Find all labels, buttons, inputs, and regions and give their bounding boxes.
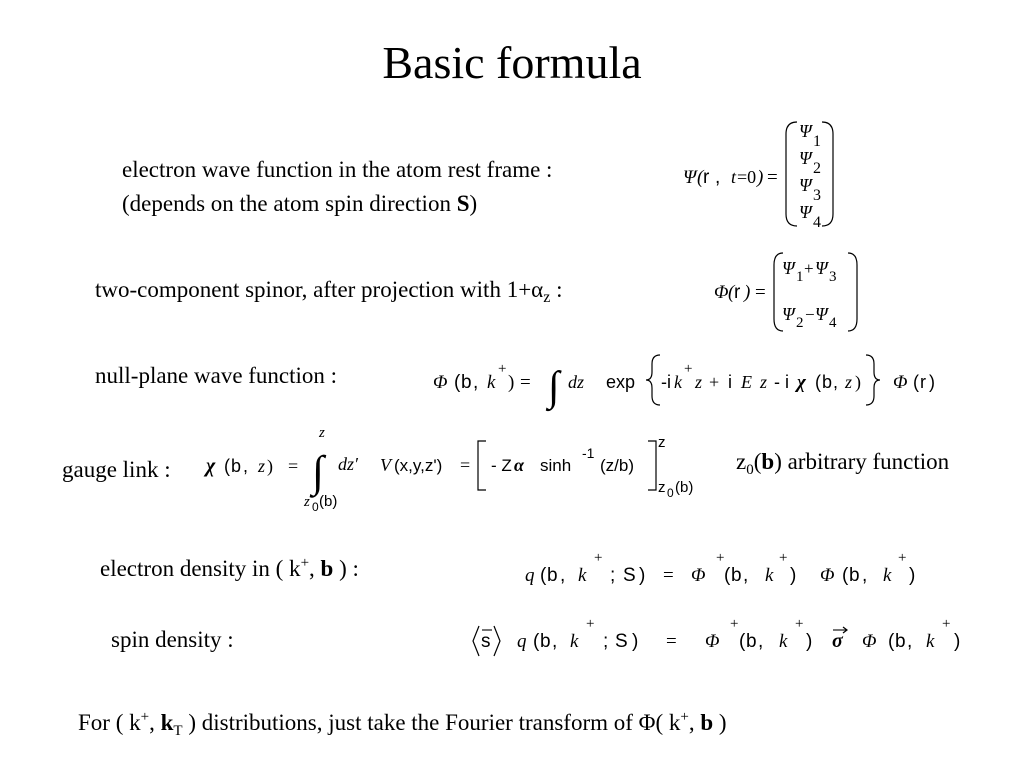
svg-text:(: ( bbox=[540, 565, 547, 586]
svg-text:,: , bbox=[552, 631, 558, 652]
svg-text:(b): (b) bbox=[675, 479, 694, 496]
wavefunction-line1: electron wave function in the atom rest frame : bbox=[122, 157, 553, 182]
svg-text:Ψ: Ψ bbox=[799, 175, 812, 195]
svg-text:−: − bbox=[805, 305, 815, 324]
svg-text:): ) bbox=[929, 372, 935, 392]
svg-text:i: i bbox=[728, 372, 732, 392]
svg-text:,: , bbox=[862, 565, 868, 586]
svg-text:0: 0 bbox=[667, 486, 674, 500]
svg-text:sinh: sinh bbox=[540, 456, 572, 475]
svg-text:Φ: Φ bbox=[893, 372, 908, 393]
svg-text:- Z: - Z bbox=[491, 456, 512, 475]
angle-bracket-right bbox=[494, 626, 500, 656]
svg-text:(: ( bbox=[842, 565, 849, 586]
svg-text:b: b bbox=[547, 565, 558, 586]
svg-text:=: = bbox=[666, 631, 677, 652]
svg-text:(: ( bbox=[224, 456, 230, 476]
svg-text:S: S bbox=[615, 631, 628, 652]
electron-density-description: electron density in ( k+, b ) : bbox=[100, 555, 359, 581]
svg-text:z: z bbox=[658, 479, 666, 496]
column-vector-bracket-right bbox=[822, 122, 833, 226]
svg-text:z: z bbox=[304, 494, 310, 510]
svg-text:α: α bbox=[514, 455, 524, 475]
wavefunction-line2: (depends on the atom spin direction S) bbox=[122, 191, 478, 216]
svg-text:(x,y,z'): (x,y,z') bbox=[394, 456, 443, 475]
svg-text:=: = bbox=[755, 282, 766, 303]
column-vector-bracket-left bbox=[786, 122, 797, 226]
svg-text:k: k bbox=[674, 372, 682, 392]
svg-text:=: = bbox=[288, 456, 299, 476]
svg-text:(: ( bbox=[913, 372, 919, 392]
svg-text:q: q bbox=[517, 631, 527, 652]
svg-text:+: + bbox=[586, 616, 595, 632]
nullplane-description: null-plane wave function : bbox=[95, 363, 338, 388]
svg-text:b: b bbox=[540, 631, 551, 652]
svg-text:z: z bbox=[658, 434, 666, 451]
svg-text:(z/b): (z/b) bbox=[600, 456, 634, 475]
svg-text:;: ; bbox=[610, 565, 616, 586]
svg-text:1: 1 bbox=[796, 269, 804, 285]
svg-text:(: ( bbox=[739, 631, 746, 652]
svg-text:): ) bbox=[757, 167, 764, 188]
svg-text:3: 3 bbox=[829, 269, 837, 285]
svg-text:,: , bbox=[743, 565, 749, 586]
svg-text:b: b bbox=[231, 456, 242, 476]
svg-text:z: z bbox=[319, 425, 325, 441]
svg-text:Ψ: Ψ bbox=[799, 121, 812, 141]
svg-text:): ) bbox=[855, 372, 861, 392]
svg-text:Φ: Φ bbox=[862, 631, 877, 652]
svg-text:dz: dz bbox=[568, 372, 585, 392]
nullplane-formula bbox=[433, 355, 935, 412]
svg-text:): ) bbox=[632, 631, 639, 652]
svg-text:(: ( bbox=[724, 565, 731, 586]
svg-text:χ: χ bbox=[797, 372, 806, 393]
wavefunction-formula bbox=[683, 121, 833, 231]
svg-text:Ψ: Ψ bbox=[815, 304, 828, 324]
svg-text:+: + bbox=[716, 550, 725, 566]
svg-text:(: ( bbox=[697, 167, 704, 188]
svg-text:+: + bbox=[594, 550, 603, 566]
svg-text:b: b bbox=[731, 565, 742, 586]
svg-text:exp: exp bbox=[606, 372, 636, 392]
svg-text:=: = bbox=[663, 565, 674, 586]
svg-text:1: 1 bbox=[813, 133, 821, 150]
svg-text:+: + bbox=[779, 550, 788, 566]
wavefunction-description bbox=[122, 157, 552, 216]
svg-text:z: z bbox=[760, 372, 768, 392]
spinor-description: two-component spinor, after projection with $1+\alpha_z$ : bbox=[95, 277, 563, 306]
svg-text:,: , bbox=[907, 631, 913, 652]
svg-text:Φ: Φ bbox=[820, 565, 835, 586]
svg-text:Ψ: Ψ bbox=[799, 202, 812, 222]
svg-text:t: t bbox=[731, 167, 737, 187]
svg-text:k: k bbox=[779, 631, 788, 652]
svg-text:): ) bbox=[508, 372, 515, 393]
svg-text:k: k bbox=[570, 631, 579, 652]
svg-text:k: k bbox=[765, 565, 774, 586]
svg-text:=: = bbox=[767, 167, 778, 188]
spinor-formula bbox=[714, 253, 857, 331]
svg-text:S: S bbox=[623, 565, 636, 586]
svg-text:2: 2 bbox=[796, 315, 804, 331]
spin-density-formula bbox=[473, 616, 960, 656]
svg-text:): ) bbox=[639, 565, 646, 586]
svg-text:Φ: Φ bbox=[705, 631, 720, 652]
svg-text:+: + bbox=[942, 616, 951, 632]
svg-text:+: + bbox=[684, 361, 693, 377]
svg-text:+: + bbox=[730, 616, 739, 632]
svg-text:=: = bbox=[460, 455, 471, 475]
svg-text:+: + bbox=[709, 372, 720, 392]
svg-text:k: k bbox=[883, 565, 892, 586]
gauge-link-note: $z_0(b)$ arbitrary function bbox=[736, 449, 950, 478]
svg-text:σ: σ bbox=[832, 630, 843, 652]
svg-text:k: k bbox=[926, 631, 935, 652]
svg-text:s: s bbox=[481, 631, 491, 652]
svg-text:): ) bbox=[909, 565, 916, 586]
svg-text:(: ( bbox=[533, 631, 540, 652]
svg-text:3: 3 bbox=[813, 187, 821, 204]
svg-text:b: b bbox=[746, 631, 757, 652]
svg-text:r: r bbox=[920, 372, 926, 392]
gauge-link-label: gauge link : bbox=[62, 457, 171, 482]
svg-text:,: , bbox=[715, 167, 721, 188]
svg-text:,: , bbox=[833, 372, 839, 392]
svg-text:): ) bbox=[744, 282, 751, 303]
integral-sign: ∫ bbox=[548, 364, 560, 410]
psi-symbol: Ψ bbox=[683, 167, 697, 188]
svg-text:,: , bbox=[473, 372, 479, 393]
svg-text:-i: -i bbox=[661, 372, 671, 392]
svg-text:+: + bbox=[804, 259, 814, 278]
svg-text:b: b bbox=[822, 372, 833, 392]
svg-text:E: E bbox=[741, 372, 752, 392]
svg-text:(b): (b) bbox=[319, 493, 338, 510]
svg-text:b: b bbox=[895, 631, 906, 652]
spinor-bracket-right bbox=[848, 253, 857, 331]
svg-text:+: + bbox=[498, 361, 507, 377]
svg-text:z: z bbox=[845, 372, 853, 392]
svg-text:k: k bbox=[578, 565, 587, 586]
svg-text:z: z bbox=[258, 456, 266, 476]
svg-text:,: , bbox=[243, 456, 249, 476]
svg-text:Φ: Φ bbox=[691, 565, 706, 586]
svg-text:k: k bbox=[487, 372, 496, 393]
slide-title: Basic formula bbox=[382, 37, 642, 88]
svg-text:Ψ: Ψ bbox=[782, 258, 795, 278]
electron-density-formula bbox=[525, 550, 915, 586]
svg-text:): ) bbox=[267, 456, 273, 476]
svg-text:b: b bbox=[849, 565, 860, 586]
exp-brace-right bbox=[866, 355, 880, 405]
spin-density-description: spin density : bbox=[111, 627, 234, 652]
wavefunction-components bbox=[799, 121, 821, 231]
svg-text:+: + bbox=[898, 550, 907, 566]
svg-text:2: 2 bbox=[813, 160, 821, 177]
svg-text:Ψ: Ψ bbox=[782, 304, 795, 324]
svg-text:): ) bbox=[790, 565, 797, 586]
integral-sign: ∫ bbox=[312, 447, 325, 496]
gauge-link-formula bbox=[203, 425, 693, 514]
position-vector: r bbox=[703, 167, 710, 188]
svg-text:dz′: dz′ bbox=[338, 454, 358, 474]
svg-text:(: ( bbox=[888, 631, 895, 652]
svg-text:): ) bbox=[954, 631, 961, 652]
svg-text:;: ; bbox=[603, 631, 609, 652]
svg-text:- i: - i bbox=[774, 372, 789, 392]
svg-text:,: , bbox=[758, 631, 764, 652]
svg-text:r: r bbox=[734, 282, 741, 303]
svg-text:V: V bbox=[380, 455, 391, 475]
svg-text:Ψ: Ψ bbox=[799, 148, 812, 168]
svg-text:z: z bbox=[695, 372, 703, 392]
svg-text:): ) bbox=[806, 631, 813, 652]
svg-text:=0: =0 bbox=[737, 167, 757, 187]
svg-text:(: ( bbox=[454, 372, 461, 393]
svg-text:0: 0 bbox=[312, 500, 319, 514]
svg-text:Φ: Φ bbox=[433, 372, 448, 393]
svg-text:+: + bbox=[795, 616, 804, 632]
svg-text:χ: χ bbox=[206, 455, 216, 477]
angle-bracket-left bbox=[473, 626, 479, 656]
svg-text:(: ( bbox=[728, 282, 735, 303]
svg-text:(: ( bbox=[815, 372, 821, 392]
svg-text:b: b bbox=[461, 372, 472, 393]
svg-text:,: , bbox=[560, 565, 566, 586]
svg-text:Ψ: Ψ bbox=[815, 258, 828, 278]
evaluation-bracket-right bbox=[648, 441, 656, 490]
svg-text:-1: -1 bbox=[582, 445, 595, 461]
svg-text:=: = bbox=[520, 372, 531, 393]
svg-text:4: 4 bbox=[813, 214, 821, 231]
svg-text:4: 4 bbox=[829, 315, 837, 331]
svg-text:Φ: Φ bbox=[714, 282, 729, 303]
footer-note: For ( k+, $k_T$ ) distributions, just take the Fourier transform of Φ( k+, b ) bbox=[78, 709, 727, 739]
evaluation-bracket-left bbox=[478, 441, 486, 490]
svg-text:q: q bbox=[525, 565, 535, 586]
exp-brace-left bbox=[646, 355, 660, 405]
